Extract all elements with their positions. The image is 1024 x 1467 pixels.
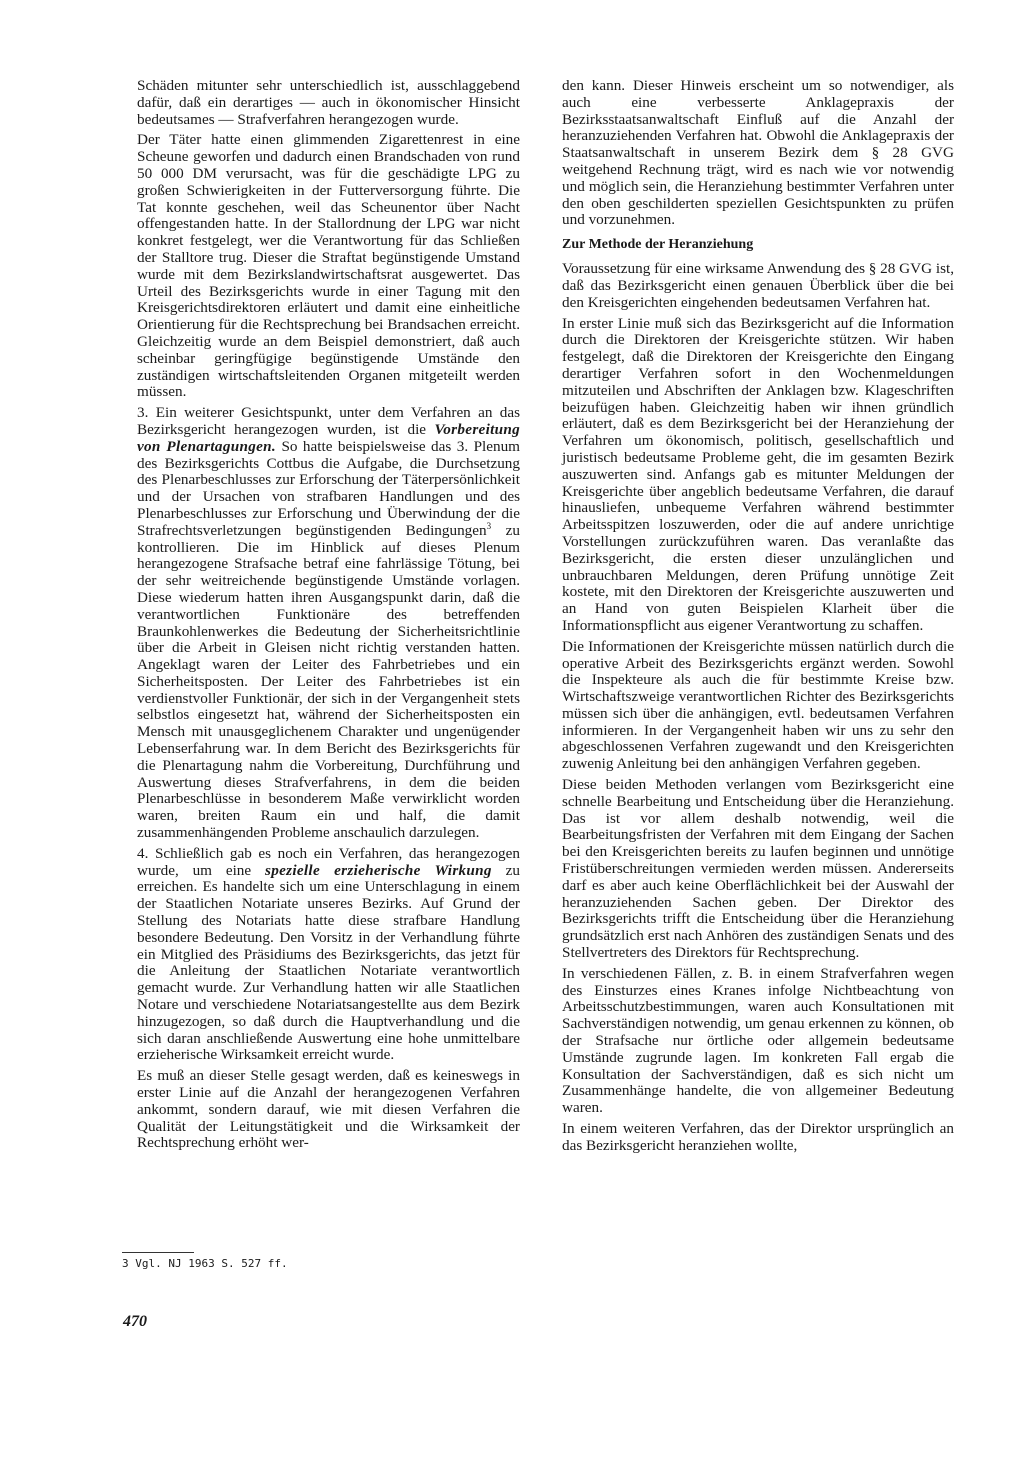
paragraph: In verschiedenen Fällen, z. B. in einem Strafverfahren wegen des Einsturzes eines Kranes infolge Nichtbeachtung von Arbeitsschutzbestimmungen, waren auch Konsultationen mit Sachverständigen notwendig, um genau erkennen zu können, ob der Strafsache nur örtliche oder allgemein bedeutsame Umstände zugrunde lagen. Im konkreten Fall ergab die Konsultation der Sachverständigen, daß es sich nicht um Zusammenhänge handelte, die von allgemeiner Bedeutung waren. bbox=[562, 964, 954, 1117]
paragraph: In einem weiteren Verfahren, das der Direktor ursprünglich an das Bezirksgericht heranziehen wollte, bbox=[562, 1120, 954, 1154]
paragraph: In erster Linie muß sich das Bezirksgericht auf die Information durch die Direktoren der Kreisgerichte stützen. Wir haben festgelegt, daß die Direktoren der Kreisgerichte den Eingang derartiger Verfahren sofort in den Wochenmeldungen mitzuteilen und Abschriften der Anklagen bzw. Klageschriften beizufügen haben. Gleichzeitig haben wir ihnen gründlich erläutert, daß es dem Bezirksgericht bei der Heranziehung der Verfahren um ökonomisch, politisch, gesellschaftlich und juristisch bedeutsame Probleme geht, die im gesamten Bezirk auszuwerten sind. Anfangs gab es mitunter Meldungen der Kreisgerichte über angeblich bedeutsame Verfahren, die darauf hinausliefen, unbequeme Verfahren während bestimmter Arbeitsspitzen loszuwerden, oder die auf andere unrichtige Vorstellungen zurückzuführen waren. Das veranlaßte das Bezirksgericht, die ersten dieser unzulänglichen und unbrauchbaren Meldungen, deren Prüfung unnötige Zeit kostete, mit den Direktoren der Kreisgerichte auszuwerten und an Hand von guten Beispielen Klarheit über die Informationspflicht aus eigener Verantwortung zu schaffen. bbox=[562, 314, 954, 634]
paragraph: Schäden mitunter sehr unterschiedlich ist, ausschlaggebend dafür, daß ein derartiges — auch in ökonomischer Hinsicht bedeutsames — Strafverfahren herangezogen wurde. bbox=[137, 77, 520, 128]
emphasis: Vorbereitung von Plenartagungen. bbox=[137, 420, 520, 455]
section-heading: Zur Methode der Heranziehung bbox=[562, 237, 754, 253]
paragraph: Voraussetzung für eine wirksame Anwendung des § 28 GVG ist, daß das Bezirksgericht einen genauen Überblick über die bei den Kreisgerichten eingehenden bedeutsamen Verfahren hat. bbox=[562, 260, 954, 311]
paragraph bbox=[137, 846, 520, 1064]
text-run: 3. Ein weiterer Gesichtspunkt, unter dem Verfahren an das Bezirksgericht herangezogen wurden, ist die bbox=[137, 404, 520, 438]
text-run: So hatte beispielsweise das 3. Plenum des Bezirksgerichts Cottbus die Aufgabe, die Durchsetzung des Plenarbeschlusses zur Erforschung der Täterpersönlichkeit und der Ursachen von strafbaren Handlungen und des Plenarbeschlusses zur Erforschung und Überwindung der die Strafrechtsverletzungen begünstigenden Bedingungen bbox=[137, 437, 520, 539]
paragraph: Es muß an dieser Stelle gesagt werden, daß es keineswegs in erster Linie auf die Anzahl der herangezogenen Verfahren ankommt, sondern darauf, wie mit diesen Verfahren die Qualität der Leitungstätigkeit und die Wirksamkeit der Rechtsprechung erhöht wer- bbox=[137, 1067, 520, 1152]
text-run: zu kontrollieren. Die im Hinblick auf dieses Plenum herangezogene Strafsache betraf eine fahrlässige Tötung, bei der sehr weitreichende begünstigende Umstände vorlagen. Diese wiederum hatten ihren Ausgangspunkt darin, daß die verantwortlichen Funktionäre des betreffenden Braunkohlenwerkes die Bedeutung der Sicherheitsrichtlinie über die Arbeit in Gleisen nicht richtig verstanden hatten. Angeklagt waren der Leiter des Fahrbetriebes und ein Sicherheitsposten. Der Leiter des Fahrbetriebes ist ein verdienstvoller Funktionär, der sich in der Vergangenheit stets selbstlos eingesetzt hat, während der Sicherheitsposten ein Mensch mit unausgeglichenem Charakter und ungenügender Lebenserfahrung war. In dem Bericht des Bezirksgerichts für die Plenartagung nahm die Vorbereitung, Durchführung und Auswertung dieses Strafverfahrens, in dem die beiden Plenarbeschlüsse in besonderem Maße verwirklicht worden waren, breiten Raum ein und half, die damit zusammenhängenden Probleme anschaulich darzulegen. bbox=[137, 521, 520, 842]
footnote-ref: 3 bbox=[486, 520, 492, 531]
paragraph: Die Informationen der Kreisgerichte müssen natürlich durch die operative Arbeit des Bezirksgerichts ergänzt werden. Sowohl die Inspekteure als auch die für bestimmte Kreise bzw. Wirtschaftszweige verantwortlichen Richter des Bezirksgerichts müssen sich über die anhängigen, evtl. bedeutsamen Verfahren informieren. In der Vergangenheit haben wir uns zu sehr den abgeschlossenen Verfahren zugewandt und den Kreisgerichten zuwenig Anleitung bei den anhängigen Verfahren gegeben. bbox=[562, 637, 954, 773]
footnote: 3 Vgl. NJ 1963 S. 527 ff. bbox=[122, 1257, 288, 1270]
paragraph: Der Täter hatte einen glimmenden Zigarettenrest in eine Scheune geworfen und dadurch einen Brandschaden von rund 50 000 DM verursacht, was für die geschädigte LPG zu großen Schwierigkeiten in der Futterversorgung führte. Die Tat konnte geschehen, weil das Scheunentor über Nacht offengestanden hatte. In der Stallordnung der LPG war nicht konkret festgelegt, wer die Verantwortung für das Schließen der Stalltore trug. Dieser die Straftat begünstigende Umstand wurde mit dem Bezirkslandwirtschaftsrat ausgewertet. Das Urteil des Bezirksgerichts wurde in einer Tagung mit den Kreisgerichtsdirektoren erläutert und damit eine einheitliche Orientierung für die Rechtsprechung bei Brandsachen erreicht. Gleichzeitig wurde an dem Beispiel demonstriert, daß auch scheinbar geringfügige begünstigende Umstände den zuständigen wirtschaftsleitenden Organen mitgeteilt werden müssen. bbox=[137, 131, 520, 401]
page-number: 470 bbox=[123, 1313, 147, 1330]
left-column bbox=[137, 78, 520, 1156]
emphasis: spezielle erzieherische Wirkung bbox=[264, 861, 492, 879]
paragraph: Diese beiden Methoden verlangen vom Bezirksgericht eine schnelle Bearbeitung und Entscheidung über die Heranziehung. Das ist vor allem deshalb notwendig, weil die Bearbeitungsfristen der Verfahren mit dem Eingang der Sachen bei den Kreisgerichten bereits zu laufen beginnen und unnötige Fristüberschreitungen vermieden werden müssen. Andererseits darf es aber auch keine Oberflächlichkeit bei der Auswahl der heranzuziehenden Sachen geben. Der Direktor des Bezirksgerichts trifft die Entscheidung über die Heranziehung grundsätzlich erst nach Anhören des zuständigen Senats und des Stellvertreters des Direktors für Rechtsprechung. bbox=[562, 776, 954, 962]
paragraph: den kann. Dieser Hinweis erscheint um so notwendiger, als auch eine verbesserte Anklagepraxis der Bezirksstaatsanwaltschaft Einfluß auf die Anzahl der heranzuziehenden Verfahren hat. Obwohl die Anklagepraxis der Staatsanwaltschaft in unserem Bezirk dem § 28 GVG weitgehend Rechnung trägt, wird es nach wie vor notwendig und möglich sein, die Heranziehung bestimmter Verfahren unter den oben geschilderten speziellen Gesichtspunkten zu prüfen und vorzunehmen. bbox=[562, 77, 954, 229]
right-column bbox=[562, 78, 954, 1159]
paragraph bbox=[137, 405, 520, 842]
text-run: 4. Schließlich gab es noch ein Verfahren, das herangezogen wurde, um eine bbox=[137, 844, 520, 879]
text-run: zu erreichen. Es handelte sich um eine Unterschlagung in einem der Staatlichen Notariate unseres Bezirks. Auf Grund der Stellung des Notariats hatte diese strafbare Handlung besondere Bedeutung. Den Vorsitz in der Verhandlung führte ein Mitglied des Präsidiums des Bezirksgerichts, das jetzt für die Anleitung der Staatlichen Notariate verantwortlich gemacht wurde. Zur Verhandlung hatten wir alle Staatlichen Notare und verschiedene Notariatsangestellte aus dem Bezirk hinzugezogen, so daß durch die Hauptverhandlung und die sich daran anschließende Auswertung eine hohe unmittelbare erzieherische Wirksamkeit erreicht wurde. bbox=[137, 861, 521, 1064]
footnote-divider bbox=[122, 1252, 194, 1253]
